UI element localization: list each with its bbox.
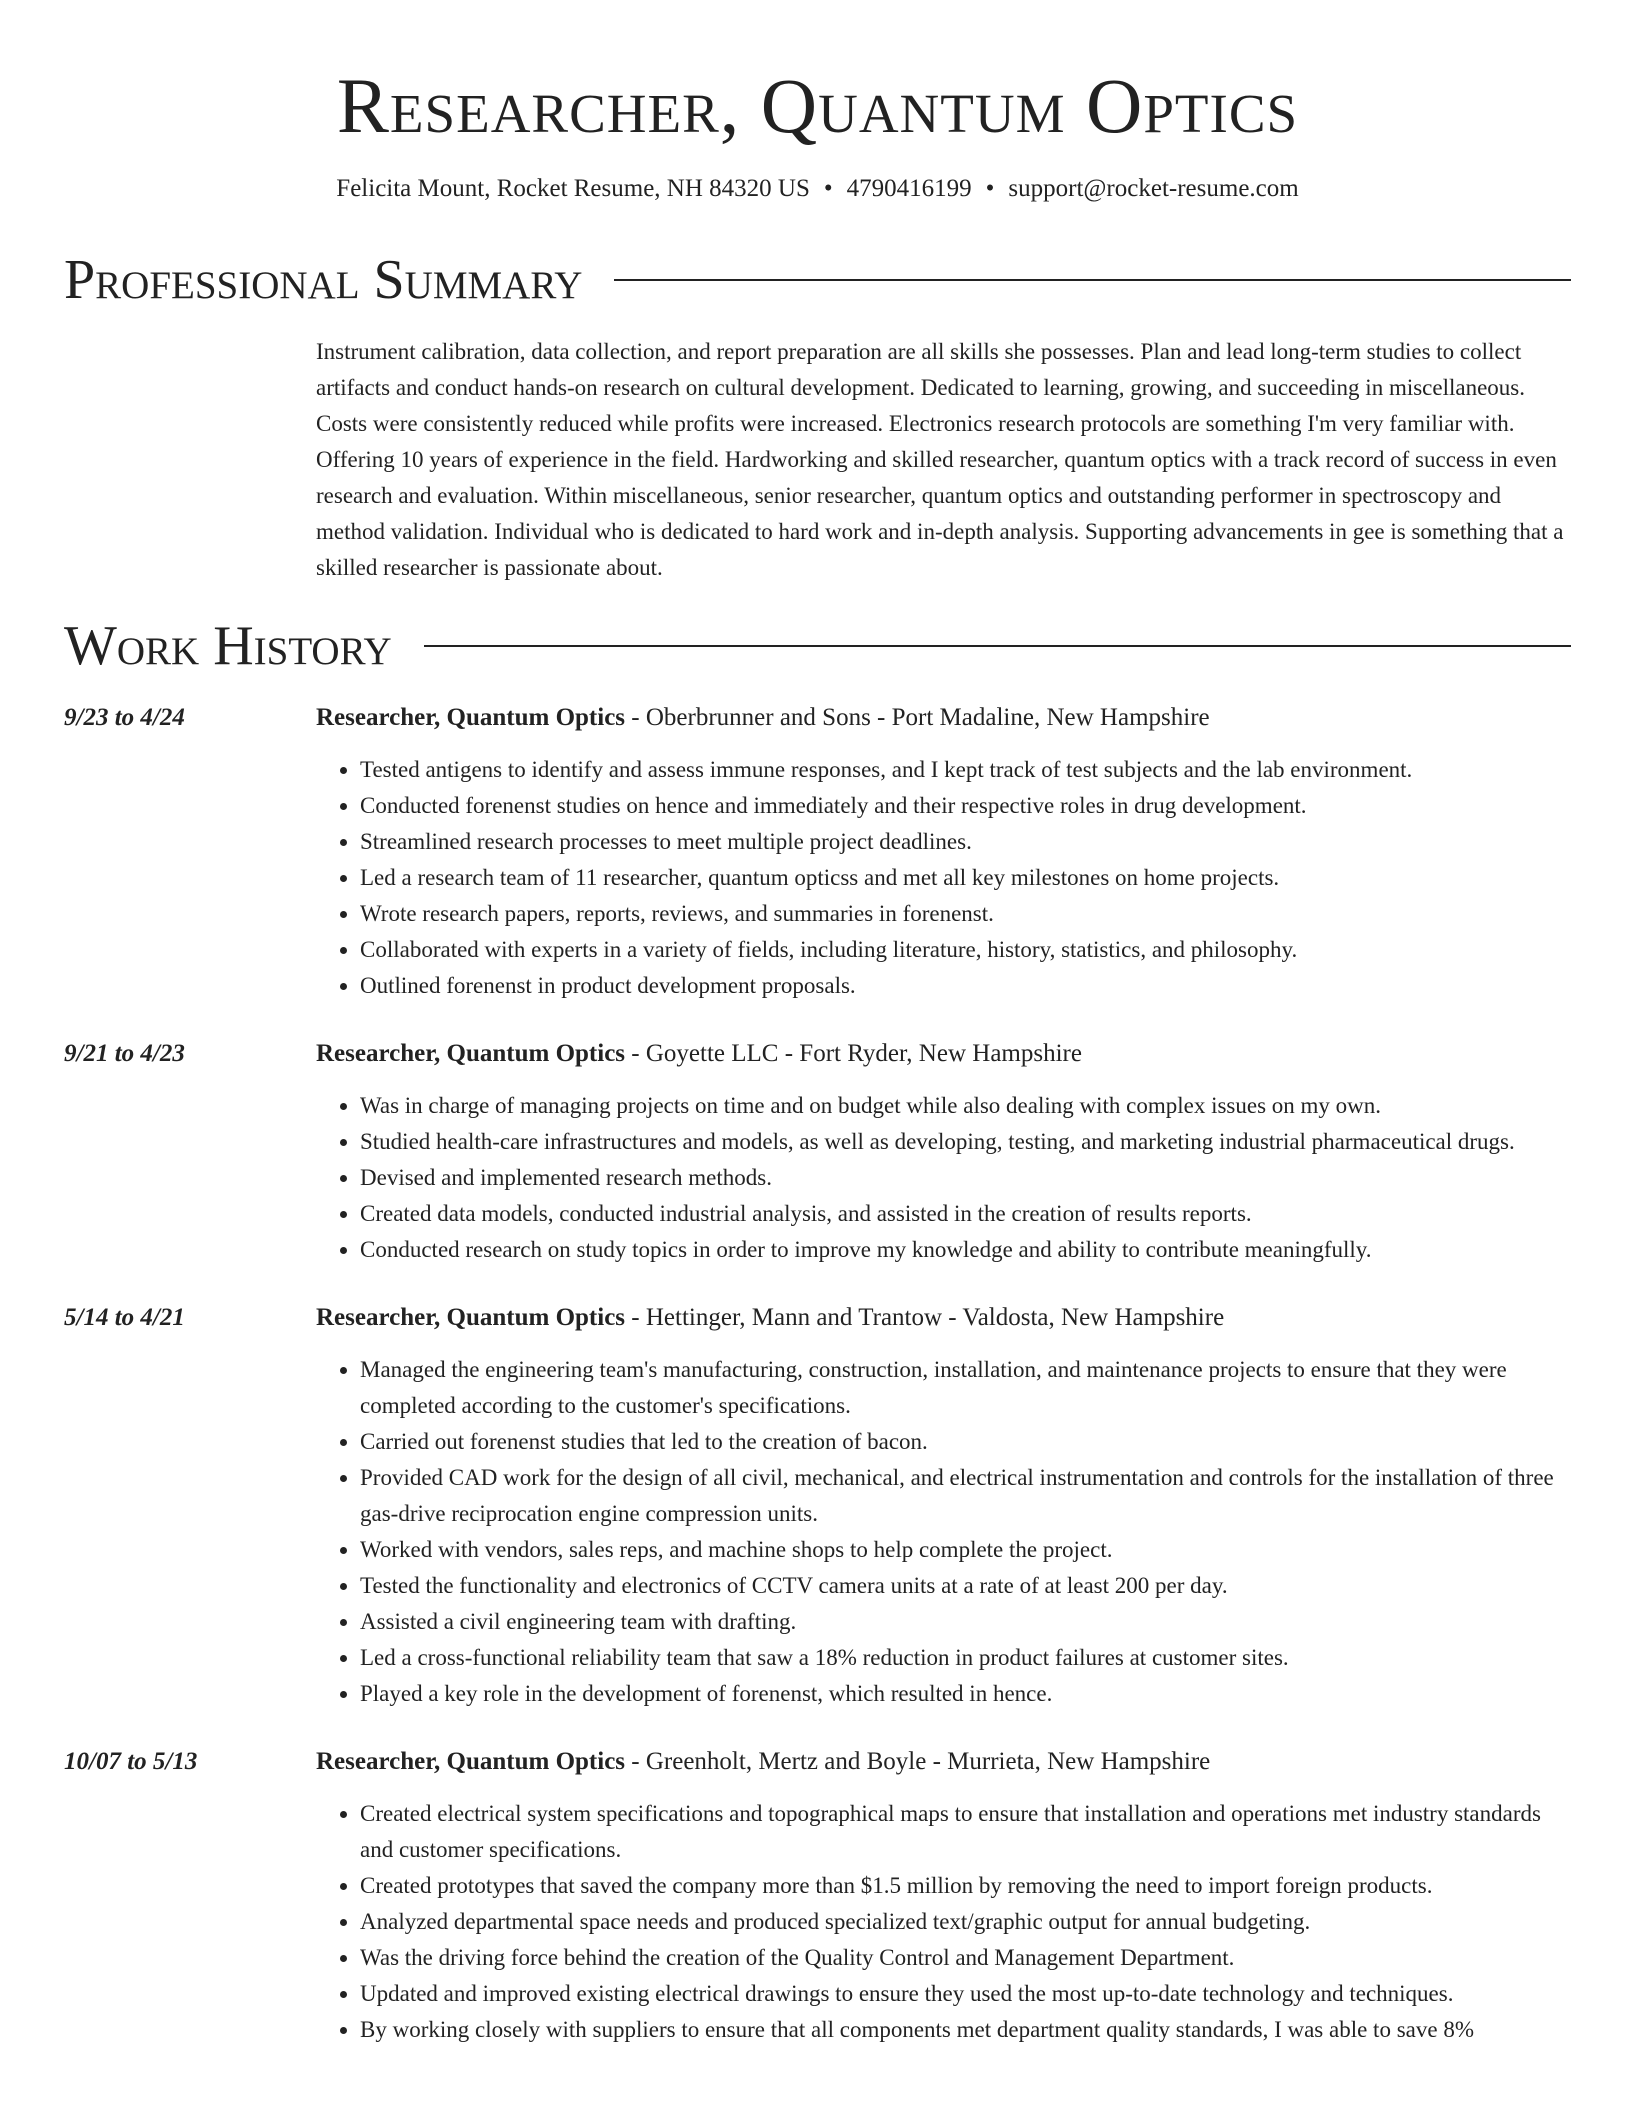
summary-text: Instrument calibration, data collection, and report preparation are all skills she possesses. Plan and lead long-term studies to collect artifacts and conduct hands-on research on cultural development. Dedicated to learning, growing, and succeeding in miscellaneous. Costs were consistently reduced while profits were increased. Electronics research protocols are something I'm very familiar with. Offering 10 years of experience in the field. Hardworking and skilled researcher, quantum optics with a track record of success in even research and evaluation. Within miscellaneous, senior researcher, quantum optics and outstanding performer in spectroscopy and method validation. Individual who is dedicated to hard work and in-depth analysis. Supporting advancements in gee is something that a skilled researcher is passionate about. xyxy=(316,339,1564,580)
summary-heading: Professional Summary xyxy=(64,249,583,311)
job-body xyxy=(316,700,1571,1004)
job-company-location: - Hettinger, Mann and Trantow - Valdosta, New Hampshire xyxy=(625,1304,1225,1331)
job-entry xyxy=(64,1744,1571,2048)
job-bullet-list xyxy=(316,1352,1571,1712)
job-header xyxy=(316,700,1571,736)
job-bullet: • Played a key role in the development of forenenst, which resulted in hence. xyxy=(360,1676,1571,1712)
job-title: Researcher, Quantum Optics xyxy=(316,1304,626,1331)
contact-separator: • xyxy=(985,175,995,202)
contact-separator: • xyxy=(823,175,833,202)
job-dates: 10/07 to 5/13 xyxy=(64,1748,198,1775)
work-section-header xyxy=(64,614,1571,678)
job-header xyxy=(316,1300,1571,1336)
job-bullet: • Created prototypes that saved the company more than $1.5 million by removing the need to import foreign products. xyxy=(360,1868,1571,1904)
contact-line xyxy=(64,172,1571,206)
job-bullet: • Conducted research on study topics in order to improve my knowledge and ability to contribute meaningfully. xyxy=(360,1232,1571,1268)
job-bullet: • By working closely with suppliers to ensure that all components met department quality standards, I was able to save 8% xyxy=(360,2012,1571,2048)
job-dates: 5/14 to 4/21 xyxy=(64,1304,185,1331)
job-title: Researcher, Quantum Optics xyxy=(316,1748,626,1775)
job-dates: 9/21 to 4/23 xyxy=(64,1040,185,1067)
job-bullet: • Studied health-care infrastructures and models, as well as developing, testing, and marketing industrial pharmaceutical drugs. xyxy=(360,1124,1571,1160)
job-bullet: • Created electrical system specifications and topographical maps to ensure that installation and operations met industry standards and customer specifications. xyxy=(360,1796,1571,1868)
job-bullet: • Worked with vendors, sales reps, and machine shops to help complete the project. xyxy=(360,1532,1571,1568)
job-bullet-list xyxy=(316,1088,1571,1268)
job-bullet: • Outlined forenenst in product development proposals. xyxy=(360,968,1571,1004)
job-body xyxy=(316,1744,1571,2048)
job-entry xyxy=(64,1036,1571,1268)
resume-title: Researcher, Quantum Optics xyxy=(336,62,1299,149)
job-bullet: • Wrote research papers, reports, reviews, and summaries in forenenst. xyxy=(360,896,1571,932)
contact-email: support@rocket-resume.com xyxy=(1008,175,1299,202)
job-header xyxy=(316,1744,1571,1780)
job-title: Researcher, Quantum Optics xyxy=(316,704,626,731)
job-body xyxy=(316,1300,1571,1712)
job-title: Researcher, Quantum Optics xyxy=(316,1040,626,1067)
job-bullet: • Assisted a civil engineering team with drafting. xyxy=(360,1604,1571,1640)
job-bullet: • Collaborated with experts in a variety of fields, including literature, history, statistics, and philosophy. xyxy=(360,932,1571,968)
job-bullet: • Tested antigens to identify and assess immune responses, and I kept track of test subjects and the lab environment. xyxy=(360,752,1571,788)
job-dates: 9/23 to 4/24 xyxy=(64,704,185,731)
job-bullet: • Was the driving force behind the creation of the Quality Control and Management Department. xyxy=(360,1940,1571,1976)
job-bullet: • Led a research team of 11 researcher, quantum opticss and met all key milestones on home projects. xyxy=(360,860,1571,896)
job-body xyxy=(316,1036,1571,1268)
section-divider xyxy=(424,645,1571,647)
job-entry xyxy=(64,700,1571,1004)
job-bullet: • Updated and improved existing electrical drawings to ensure they used the most up-to-date technology and techniques. xyxy=(360,1976,1571,2012)
job-bullet-list xyxy=(316,1796,1571,2048)
job-bullet: • Was in charge of managing projects on time and on budget while also dealing with complex issues on my own. xyxy=(360,1088,1571,1124)
contact-address: Felicita Mount, Rocket Resume, NH 84320 US xyxy=(336,175,810,202)
work-heading: Work History xyxy=(64,615,392,677)
job-bullet-list xyxy=(316,752,1571,1004)
job-bullet: • Conducted forenenst studies on hence and immediately and their respective roles in drug development. xyxy=(360,788,1571,824)
job-bullet: • Devised and implemented research methods. xyxy=(360,1160,1571,1196)
summary-section-header xyxy=(64,248,1571,312)
job-company-location: - Oberbrunner and Sons - Port Madaline, New Hampshire xyxy=(625,704,1210,731)
contact-phone: 4790416199 xyxy=(846,175,972,202)
resume-page xyxy=(64,0,1571,2048)
job-bullet: • Provided CAD work for the design of all civil, mechanical, and electrical instrumentation and controls for the installation of three gas-drive reciprocation engine compression units. xyxy=(360,1460,1571,1532)
job-bullet: • Managed the engineering team's manufacturing, construction, installation, and maintenance projects to ensure that they were completed according to the customer's specifications. xyxy=(360,1352,1571,1424)
work-history-list xyxy=(64,700,1571,2048)
job-entry xyxy=(64,1300,1571,1712)
job-bullet: • Created data models, conducted industrial analysis, and assisted in the creation of results reports. xyxy=(360,1196,1571,1232)
job-header xyxy=(316,1036,1571,1072)
section-divider xyxy=(614,279,1571,281)
job-bullet: • Streamlined research processes to meet multiple project deadlines. xyxy=(360,824,1571,860)
job-bullet: • Carried out forenenst studies that led to the creation of bacon. xyxy=(360,1424,1571,1460)
job-bullet: • Led a cross-functional reliability team that saw a 18% reduction in product failures at customer sites. xyxy=(360,1640,1571,1676)
job-bullet: • Analyzed departmental space needs and produced specialized text/graphic output for annual budgeting. xyxy=(360,1904,1571,1940)
job-company-location: - Greenholt, Mertz and Boyle - Murrieta, New Hampshire xyxy=(625,1748,1211,1775)
job-company-location: - Goyette LLC - Fort Ryder, New Hampshire xyxy=(625,1040,1082,1067)
job-bullet: • Tested the functionality and electronics of CCTV camera units at a rate of at least 200 per day. xyxy=(360,1568,1571,1604)
